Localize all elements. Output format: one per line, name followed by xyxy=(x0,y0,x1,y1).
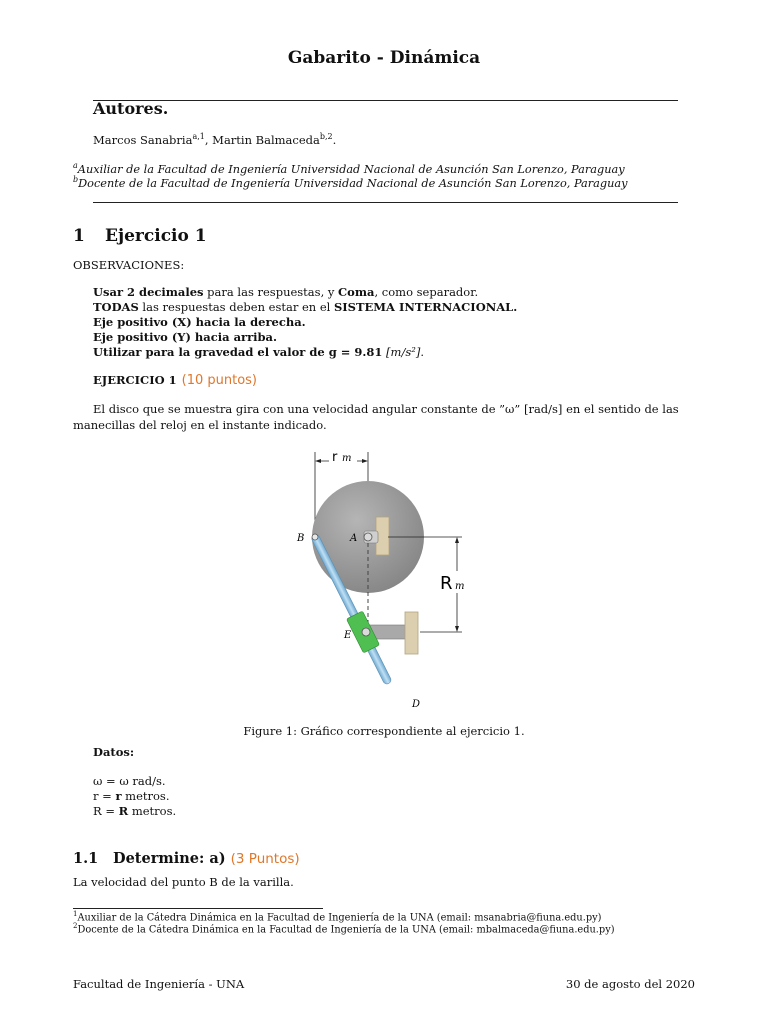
datos-r-c: metros. xyxy=(121,789,170,803)
datos-list xyxy=(93,774,176,819)
footnote-2-mark: 2 xyxy=(73,922,78,930)
subsection-text: La velocidad del punto B de la varilla. xyxy=(73,875,294,889)
exercise-heading xyxy=(93,373,257,388)
rule-4 xyxy=(93,330,517,345)
datos-heading: Datos: xyxy=(93,745,135,759)
author-sep: , xyxy=(204,132,213,147)
datos-r-a: r = xyxy=(93,789,116,803)
r-arrow-right xyxy=(362,459,368,463)
label-e: E xyxy=(344,630,352,641)
top-rule xyxy=(93,100,678,101)
bottom-rule xyxy=(93,202,678,203)
footnote-1-mark: 1 xyxy=(73,910,78,918)
authors-line xyxy=(93,132,336,147)
section-title: Ejercicio 1 xyxy=(105,226,207,246)
R-arrow-bottom xyxy=(455,626,459,632)
r-arrow-left xyxy=(315,459,321,463)
r-unit: m xyxy=(342,453,352,464)
footnote-rule xyxy=(73,908,323,909)
footer-left: Facultad de Ingeniería - UNA xyxy=(73,977,245,991)
footnote-1-text: Auxiliar de la Cátedra Dinámica en la Facultad de Ingeniería de la UNA (email: msanabria@fiuna.edu.py) xyxy=(77,912,602,924)
rule-5-unit: [m/s²] xyxy=(386,345,421,359)
subsection-points: (3 Puntos) xyxy=(230,851,300,867)
affiliation-b-text: Docente de la Facultad de Ingeniería Universidad Nacional de Asunción San Lorenzo, Paraguay xyxy=(78,176,628,190)
R-label: R xyxy=(440,573,453,594)
affiliation-a-text: Auxiliar de la Facultad de Ingeniería Universidad Nacional de Asunción San Lorenzo, Paraguay xyxy=(77,162,625,176)
R-arrow-top xyxy=(455,537,459,543)
rule-2-text: las respuestas deben estar en el xyxy=(138,300,334,314)
affiliation-a xyxy=(73,161,625,176)
mechanism-diagram xyxy=(280,447,490,717)
datos-R xyxy=(93,804,176,819)
section-heading xyxy=(73,226,207,246)
rule-1-bold-a: Usar 2 decimales xyxy=(93,285,204,299)
R-unit: m xyxy=(455,581,465,592)
rule-1-text-b: , como separador. xyxy=(374,285,479,299)
footer-right: 30 de agosto del 2020 xyxy=(565,977,695,991)
rule-2-bold-a: TODAS xyxy=(93,300,139,314)
figure-caption: Figure 1: Gráfico correspondiente al ejercicio 1. xyxy=(243,724,525,738)
affiliation-b-mark: b xyxy=(73,175,79,184)
observaciones-label: OBSERVACIONES: xyxy=(73,258,185,272)
pin-a xyxy=(364,533,372,541)
affiliation-a-mark: a xyxy=(73,161,78,170)
rule-2-bold-b: SISTEMA INTERNACIONAL. xyxy=(333,300,518,314)
pin-b xyxy=(312,534,318,540)
subsection-title: Determine: a) xyxy=(113,850,226,867)
figure-1 xyxy=(280,447,490,721)
rule-1-text-a: para las respuestas, y xyxy=(203,285,339,299)
datos-r-b: r xyxy=(115,789,122,803)
rules-block xyxy=(93,285,517,360)
rule-4-text: Eje positivo (Y) hacia arriba. xyxy=(93,330,278,344)
rule-5 xyxy=(93,345,517,360)
rule-1-bold-b: Coma xyxy=(338,285,375,299)
rule-5-bold: Utilizar para la gravedad el valor de g = 9.81 xyxy=(93,345,383,359)
pin-e xyxy=(362,628,370,636)
author-1-sup: a,1 xyxy=(192,132,205,141)
label-d: D xyxy=(412,699,421,710)
author-2-sup: b,2 xyxy=(319,132,333,141)
author-end: . xyxy=(332,132,337,147)
exercise-statement: El disco que se muestra gira con una velocidad angular constante de ”ω” [rad/s] en el sentido de las manecillas del reloj en el instante indicado. xyxy=(73,402,679,432)
footnote-2 xyxy=(73,922,615,935)
subsection-heading xyxy=(73,850,300,867)
datos-R-b: R xyxy=(118,804,129,818)
r-label: r xyxy=(332,450,338,465)
datos-R-c: metros. xyxy=(128,804,177,818)
label-b: B xyxy=(297,533,305,544)
footnote-2-text: Docente de la Cátedra Dinámica en la Facultad de Ingeniería de la UNA (email: mbalmaceda@fiuna.edu.py) xyxy=(77,924,615,936)
authors-heading: Autores. xyxy=(93,99,169,118)
document-title: Gabarito - Dinámica xyxy=(287,48,481,68)
author-1: Marcos Sanabria xyxy=(93,132,193,147)
affiliation-b xyxy=(73,175,628,190)
rule-3-text: Eje positivo (X) hacia la derecha. xyxy=(93,315,306,329)
author-2: Martin Balmaceda xyxy=(212,132,320,147)
exercise-points: (10 puntos) xyxy=(181,373,257,388)
rule-3 xyxy=(93,315,517,330)
rule-5-end: . xyxy=(420,345,424,359)
rule-2 xyxy=(93,300,517,315)
label-a: A xyxy=(350,533,358,544)
datos-r xyxy=(93,789,176,804)
section-number: 1 xyxy=(73,226,85,246)
exercise-heading-text: EJERCICIO 1 xyxy=(93,373,177,387)
slider-block-bottom xyxy=(405,612,418,654)
datos-omega: ω = ω rad/s. xyxy=(93,774,166,788)
subsection-number: 1.1 xyxy=(73,850,99,867)
datos-R-a: R = xyxy=(93,804,119,818)
rule-1 xyxy=(93,285,517,300)
